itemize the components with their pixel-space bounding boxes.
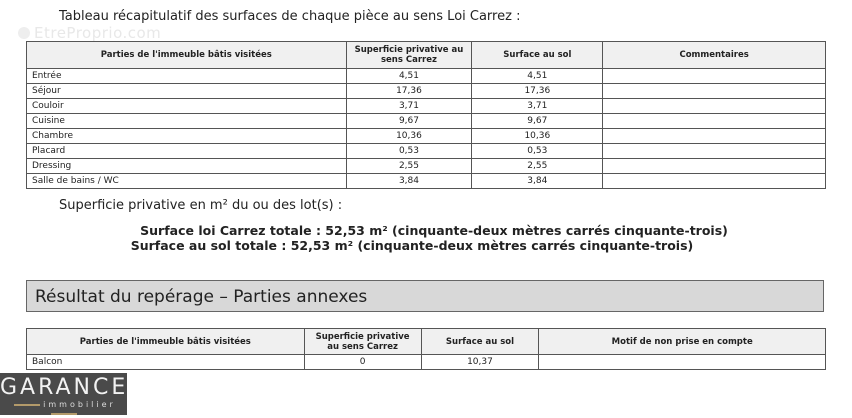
header-surface-sol: Surface au sol — [421, 329, 539, 355]
cell-comment — [603, 159, 826, 174]
cell-sol: 3,71 — [472, 99, 603, 114]
logo-name: GARANCE — [0, 375, 129, 400]
total-sol: Surface au sol totale : 52,53 m² (cinquante-deux mètres carrés cinquante-trois) — [130, 238, 694, 253]
header-surface-sol: Surface au sol — [472, 42, 603, 69]
logo-tagline: immobilier — [43, 400, 116, 409]
garance-logo — [0, 373, 127, 415]
watermark-text: EtreProprio.com — [34, 24, 162, 42]
table-header-row — [27, 42, 826, 69]
cell-piece: Chambre — [27, 129, 347, 144]
table-row — [27, 355, 826, 370]
cell-piece: Cuisine — [27, 114, 347, 129]
section-title-parties-annexes: Résultat du repérage – Parties annexes — [26, 280, 824, 312]
cell-sol: 17,36 — [472, 84, 603, 99]
table-row — [27, 84, 826, 99]
cell-piece: Dressing — [27, 159, 347, 174]
cell-comment — [603, 144, 826, 159]
table-row — [27, 99, 826, 114]
table-row — [27, 174, 826, 189]
cell-carrez: 9,67 — [346, 114, 472, 129]
cell-sol: 4,51 — [472, 69, 603, 84]
cell-sol: 9,67 — [472, 114, 603, 129]
header-superficie-carrez: Superficie privative au sens Carrez — [304, 329, 421, 355]
parties-annexes-table — [26, 328, 826, 370]
superficie-subtitle: Superficie privative en m² du ou des lot(s) : — [59, 198, 343, 213]
cell-carrez: 10,36 — [346, 129, 472, 144]
loi-carrez-table — [26, 41, 826, 189]
table-intro-text: Tableau récapitulatif des surfaces de chaque pièce au sens Loi Carrez : — [59, 9, 521, 24]
cell-carrez: 3,84 — [346, 174, 472, 189]
cell-piece: Balcon — [27, 355, 305, 370]
cell-piece: Salle de bains / WC — [27, 174, 347, 189]
cell-comment — [603, 129, 826, 144]
logo-line-left — [14, 404, 40, 406]
table-row — [27, 144, 826, 159]
cell-comment — [603, 99, 826, 114]
header-superficie-carrez: Superficie privative au sens Carrez — [346, 42, 472, 69]
header-parties: Parties de l'immeuble bâtis visitées — [27, 329, 305, 355]
cell-sol: 10,36 — [472, 129, 603, 144]
cell-carrez: 4,51 — [346, 69, 472, 84]
cell-carrez: 2,55 — [346, 159, 472, 174]
cell-sol: 10,37 — [421, 355, 539, 370]
cell-sol: 3,84 — [472, 174, 603, 189]
header-commentaires: Commentaires — [603, 42, 826, 69]
table-header-row — [27, 329, 826, 355]
cell-carrez: 3,71 — [346, 99, 472, 114]
header-parties: Parties de l'immeuble bâtis visitées — [27, 42, 347, 69]
table-row — [27, 129, 826, 144]
cell-comment — [603, 84, 826, 99]
cell-piece: Couloir — [27, 99, 347, 114]
cell-motif — [539, 355, 826, 370]
cell-comment — [603, 174, 826, 189]
cell-piece: Entrée — [27, 69, 347, 84]
cell-piece: Placard — [27, 144, 347, 159]
table-row — [27, 159, 826, 174]
header-motif: Motif de non prise en compte — [539, 329, 826, 355]
total-carrez: Surface loi Carrez totale : 52,53 m² (cinquante-deux mètres carrés cinquante-trois) — [140, 223, 728, 238]
cell-comment — [603, 69, 826, 84]
cell-sol: 2,55 — [472, 159, 603, 174]
cell-carrez: 17,36 — [346, 84, 472, 99]
cell-comment — [603, 114, 826, 129]
logo-line-right — [51, 413, 77, 415]
cell-carrez: 0,53 — [346, 144, 472, 159]
table-row — [27, 114, 826, 129]
cell-sol: 0,53 — [472, 144, 603, 159]
watermark-logo-icon — [18, 27, 30, 39]
cell-piece: Séjour — [27, 84, 347, 99]
cell-carrez: 0 — [304, 355, 421, 370]
watermark — [18, 24, 161, 42]
table-row — [27, 69, 826, 84]
